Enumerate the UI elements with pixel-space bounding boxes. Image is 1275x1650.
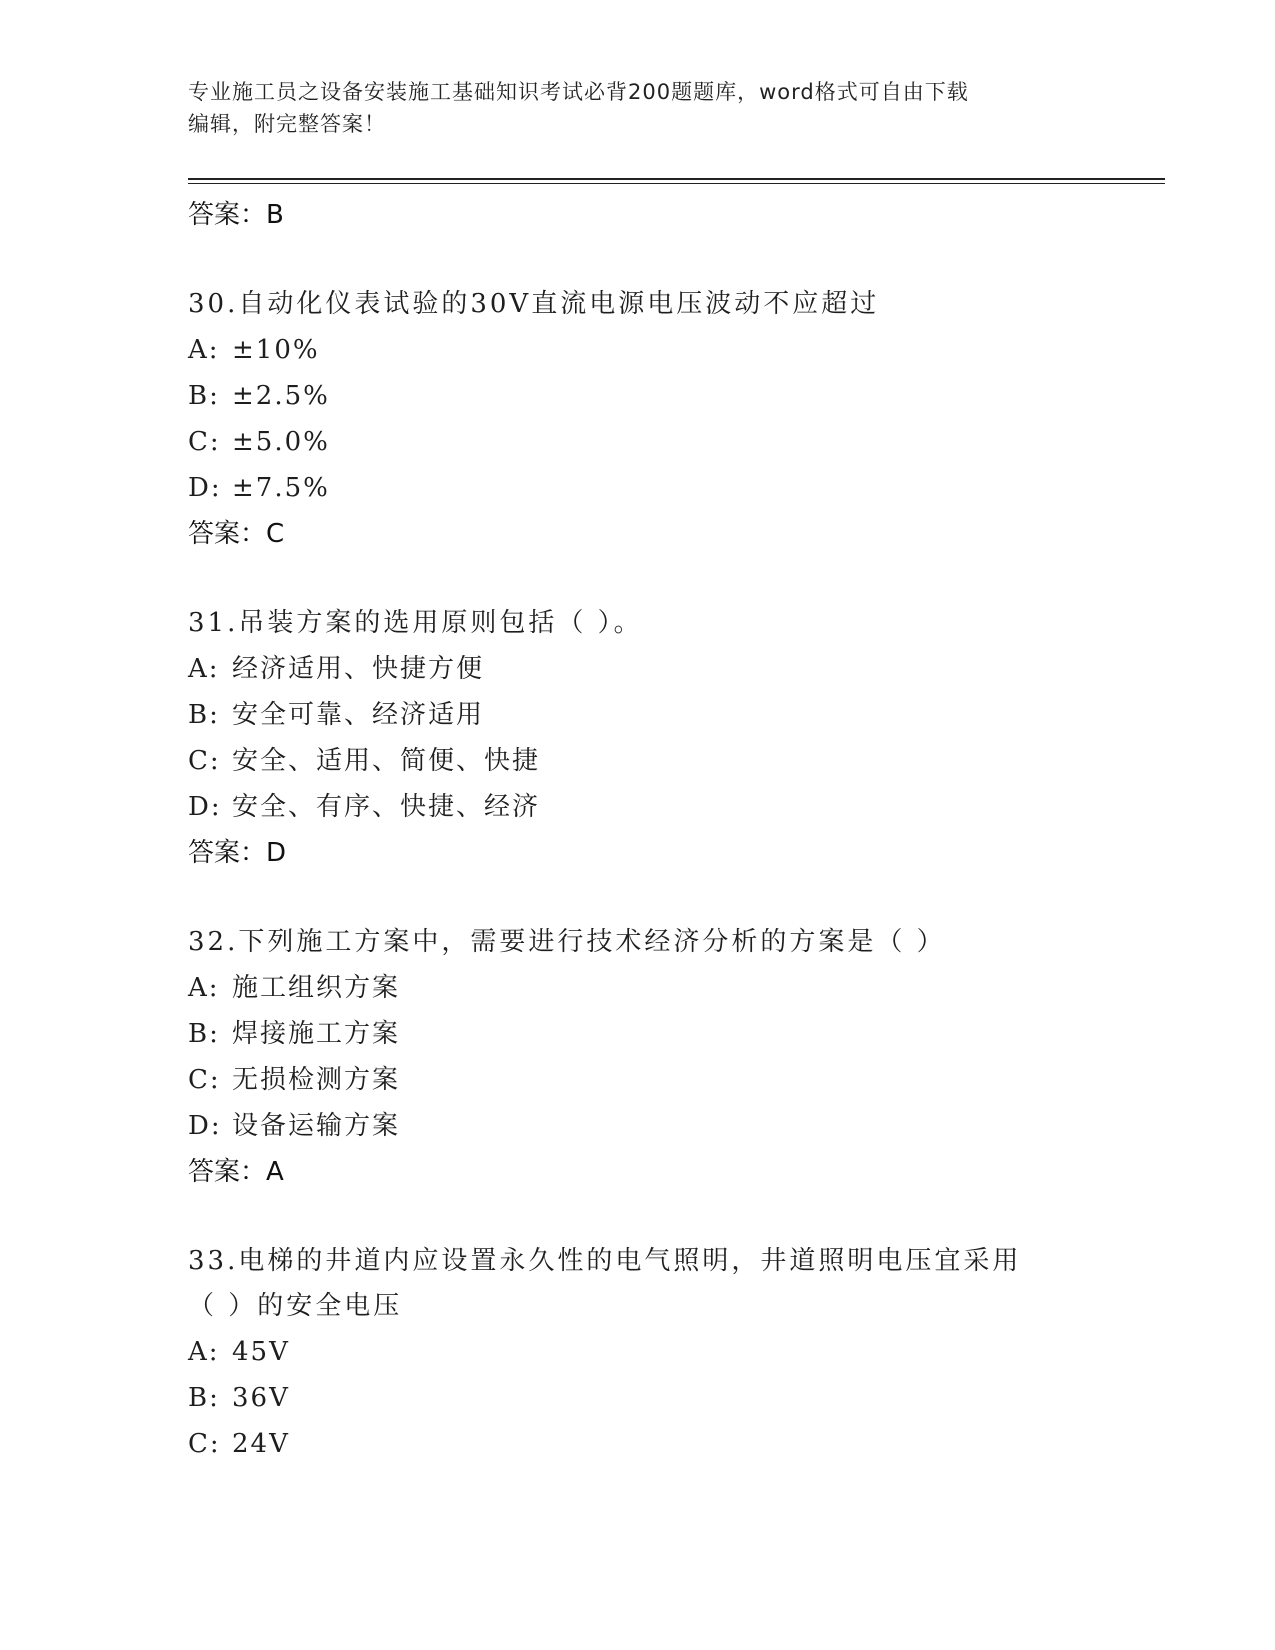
option-b [188, 373, 1088, 419]
option-text: ±2.5% [232, 381, 330, 411]
header-rule-thin [188, 183, 1165, 184]
option-letter: D: [188, 1111, 222, 1141]
answer-line: 答案：D [188, 838, 287, 868]
option-a [188, 327, 1088, 373]
option-c [188, 419, 1088, 465]
option-text: 45V [232, 1337, 290, 1367]
question-item [188, 282, 1088, 557]
option-letter: D: [188, 792, 222, 822]
option-letter: A: [188, 654, 220, 684]
option-letter: D: [188, 473, 222, 503]
option-letter: C: [188, 1065, 221, 1095]
option-a [188, 965, 1088, 1011]
option-text: 无损检测方案 [232, 1065, 401, 1095]
option-a [188, 646, 1088, 692]
option-letter: C: [188, 1429, 221, 1459]
option-text: 设备运输方案 [232, 1111, 401, 1141]
question-text: 31.吊装方案的选用原则包括（ ）。 [188, 608, 643, 638]
answer-line: 答案：B [188, 200, 284, 230]
document-header [188, 76, 1068, 140]
answer-line: 答案：A [188, 1157, 284, 1187]
option-c [188, 1421, 1088, 1467]
option-text: 经济适用、快捷方便 [232, 654, 485, 684]
option-letter: A: [188, 335, 220, 365]
option-text: 安全可靠、经济适用 [232, 700, 485, 730]
option-letter: A: [188, 1337, 220, 1367]
option-c [188, 738, 1088, 784]
option-text: 安全、有序、快捷、经济 [232, 792, 541, 822]
answer-line: 答案：C [188, 519, 285, 549]
option-letter: B: [188, 381, 220, 411]
option-letter: C: [188, 427, 221, 457]
header-line-1: 专业施工员之设备安装施工基础知识考试必背200题题库，word格式可自由下载 [188, 80, 969, 104]
option-text: ±5.0% [232, 427, 330, 457]
header-line-2: 编辑，附完整答案！ [188, 112, 386, 136]
question-text: 32.下列施工方案中，需要进行技术经济分析的方案是（ ） [188, 927, 946, 957]
option-b [188, 1375, 1088, 1421]
option-text: 施工组织方案 [232, 973, 401, 1003]
option-text: 24V [232, 1429, 290, 1459]
option-letter: C: [188, 746, 221, 776]
question-list [188, 192, 1088, 1467]
option-c [188, 1057, 1088, 1103]
question-item [188, 601, 1088, 876]
header-rule-thick [188, 178, 1165, 180]
option-letter: B: [188, 700, 220, 730]
question-item [188, 920, 1088, 1195]
option-text: 焊接施工方案 [232, 1019, 401, 1049]
question-text: 30.自动化仪表试验的30V直流电源电压波动不应超过 [188, 289, 880, 319]
option-b [188, 1011, 1088, 1057]
option-letter: A: [188, 973, 220, 1003]
option-d [188, 465, 1088, 511]
option-letter: B: [188, 1383, 220, 1413]
option-d [188, 784, 1088, 830]
question-item [188, 1239, 1088, 1467]
option-b [188, 692, 1088, 738]
option-text: ±10% [232, 335, 320, 365]
option-text: 36V [232, 1383, 290, 1413]
option-d [188, 1103, 1088, 1149]
question-text: 33.电梯的井道内应设置永久性的电气照明，井道照明电压宜采用（ ）的安全电压 [188, 1246, 1022, 1321]
option-text: ±7.5% [232, 473, 330, 503]
option-text: 安全、适用、简便、快捷 [232, 746, 541, 776]
option-letter: B: [188, 1019, 220, 1049]
option-a [188, 1329, 1088, 1375]
